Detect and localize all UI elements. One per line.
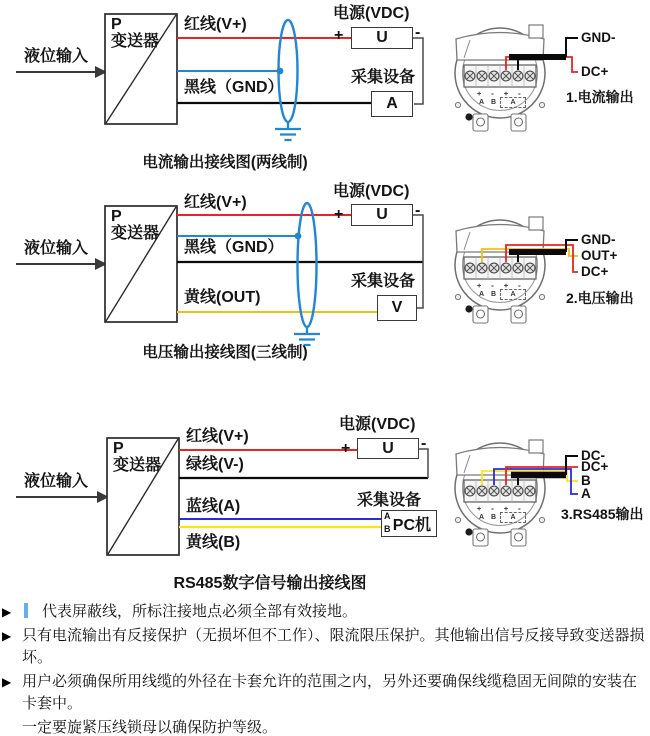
note-text-content: 一定要旋紧压线锁母以确保防护等级。 [22, 718, 278, 736]
connector-3-caption: 3.RS485输出 [561, 506, 644, 522]
note-text-content: 用户必须确保所用线缆的外径在卡套允许的范围之内，另外还要确保线缆稳固无间隙的安装在卡套中。 [22, 672, 638, 712]
lead-label-dc-minus: DC- [581, 448, 605, 463]
yellow-wire-label: 黄线(B) [186, 534, 241, 551]
liquid-level-input-label: 液位输入 [24, 240, 89, 257]
lead-label-gnd-minus: GND- [581, 30, 616, 45]
collector-box [377, 295, 417, 321]
power-supply-title: 电源(VDC) [333, 5, 410, 22]
power-unit: U [376, 29, 388, 46]
minus-sign: - [421, 435, 427, 452]
black-wire-label: 黑线（GND） [184, 79, 284, 96]
terminal-b-label: B [491, 514, 497, 521]
lead-label-dc-plus: DC+ [581, 264, 609, 279]
plus-sign: + [334, 27, 344, 44]
diagram-1-caption: 电流输出接线图(两线制) [142, 154, 308, 171]
lead-label-out-plus: OUT+ [581, 248, 618, 263]
connector-housing-3 [455, 440, 545, 546]
note-text [22, 601, 357, 624]
collector-unit: V [391, 299, 403, 316]
lead-label-a: A [581, 486, 591, 501]
terminal-polarity-row: + - + - [477, 282, 525, 290]
connector-2-caption: 2.电压输出 [566, 290, 634, 306]
note-bullet: ▶ [2, 628, 12, 643]
power-unit: U [382, 439, 394, 457]
terminal-dashed-box [500, 289, 526, 300]
note-bullet: ▶ [2, 674, 12, 689]
transmitter-name: 变送器 [113, 457, 162, 474]
terminal-b-label: B [491, 99, 497, 106]
terminal-boxed-label: A [510, 514, 516, 521]
pc-port-b: B [384, 524, 391, 534]
liquid-level-input-label: 液位输入 [24, 48, 89, 65]
connector-1-caption: 1.电流输出 [566, 89, 634, 105]
liquid-level-input-label: 液位输入 [24, 473, 89, 490]
terminal-a-label: A [479, 514, 485, 521]
lead-label-b: B [581, 473, 591, 488]
note-reverse-protection [2, 625, 648, 670]
transmitter-name: 变送器 [111, 33, 160, 50]
minus-sign: - [415, 24, 421, 41]
power-supply-title: 电源(VDC) [339, 416, 416, 433]
collector-title: 采集设备 [351, 69, 416, 86]
red-wire-label: 红线(V+) [184, 16, 247, 33]
minus-sign: - [415, 202, 421, 219]
note-bullet [2, 717, 22, 721]
terminal-dashed-box [500, 512, 526, 523]
note-text-content: 代表屏蔽线，所标注接地点必须全部有效接地。 [42, 603, 358, 620]
transmitter-letter: P [111, 16, 122, 33]
lead-label-dc-plus: DC+ [581, 64, 609, 79]
note-shield [2, 601, 648, 624]
red-wire-label: 红线(V+) [186, 428, 249, 445]
power-supply-box [357, 438, 419, 459]
power-unit: U [376, 206, 388, 223]
shield-line-icon [24, 603, 28, 618]
power-supply-box [351, 27, 413, 49]
plus-sign: + [334, 206, 344, 223]
diagram-2-caption: 电压输出接线图(三线制) [142, 344, 308, 361]
terminal-a-label: A [479, 99, 485, 106]
collector-title: 采集设备 [357, 492, 422, 509]
green-wire-label: 绿线(V-) [186, 456, 244, 473]
transmitter-letter: P [113, 440, 124, 457]
collector-unit: A [386, 95, 398, 112]
diagram-3-caption: RS485数字信号输出接线图 [173, 575, 367, 592]
plus-sign: + [341, 440, 351, 457]
connector-housing-1 [455, 25, 545, 131]
red-wire-label: 红线(V+) [184, 194, 247, 211]
pc-port-a: A [384, 511, 391, 521]
lead-label-dc-plus: DC+ [581, 459, 609, 474]
terminal-boxed-label: A [510, 291, 516, 298]
transmitter-name: 变送器 [111, 225, 160, 242]
transmitter-letter: P [111, 208, 122, 225]
lead-label-gnd-minus: GND- [581, 232, 616, 247]
pc-label: PC机 [392, 517, 431, 534]
blue-wire-label: 蓝线(A) [186, 498, 241, 515]
connector-housing-2 [455, 217, 545, 323]
power-supply-title: 电源(VDC) [333, 183, 410, 200]
terminal-polarity-row: + - + - [477, 90, 525, 98]
terminal-polarity-row: + - + - [477, 505, 525, 513]
black-wire-label: 黑线（GND） [184, 239, 284, 256]
notes-section [2, 601, 648, 736]
note-lock-nut [2, 717, 648, 736]
terminal-boxed-label: A [510, 99, 516, 106]
collector-title: 采集设备 [351, 273, 416, 290]
power-supply-box [351, 204, 413, 226]
note-bullet: ▶ [2, 605, 12, 619]
yellow-wire-label: 黄线(OUT) [184, 289, 261, 306]
note-cable-diameter [2, 671, 648, 716]
terminal-b-label: B [491, 291, 497, 298]
terminal-a-label: A [479, 291, 485, 298]
note-text-content: 只有电流输出有反接保护（无损坏但不工作）、限流限压保护。其他输出信号反接导致变送器损坏。 [22, 626, 645, 666]
terminal-dashed-box [500, 97, 526, 108]
collector-box [371, 91, 413, 117]
